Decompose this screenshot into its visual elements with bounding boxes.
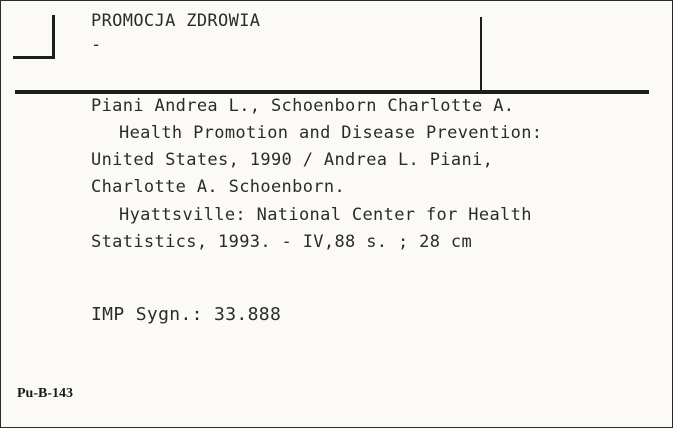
entry-authors: Piani Andrea L., Schoenborn Charlotte A. [91,96,515,116]
entry-publisher-line-1: Hyattsville: National Center for Health [119,205,532,225]
call-number: IMP Sygn.: 33.888 [91,304,282,325]
entry-title-line-2: United States, 1990 / Andrea L. Piani, [91,150,494,170]
vertical-divider [480,17,482,93]
entry-title-line-1: Health Promotion and Disease Prevention: [119,123,543,143]
horizontal-divider [15,90,649,94]
subject-heading: PROMOCJA ZDROWIA [91,11,261,31]
catalog-code: Pu-B-143 [17,386,73,401]
corner-mark-vertical [52,15,55,59]
entry-title-line-3: Charlotte A. Schoenborn. [91,177,346,197]
entry-publisher-line-2: Statistics, 1993. - IV,88 s. ; 28 cm [91,232,473,252]
corner-mark-horizontal [13,56,55,59]
subject-subdivision: - [91,35,102,55]
